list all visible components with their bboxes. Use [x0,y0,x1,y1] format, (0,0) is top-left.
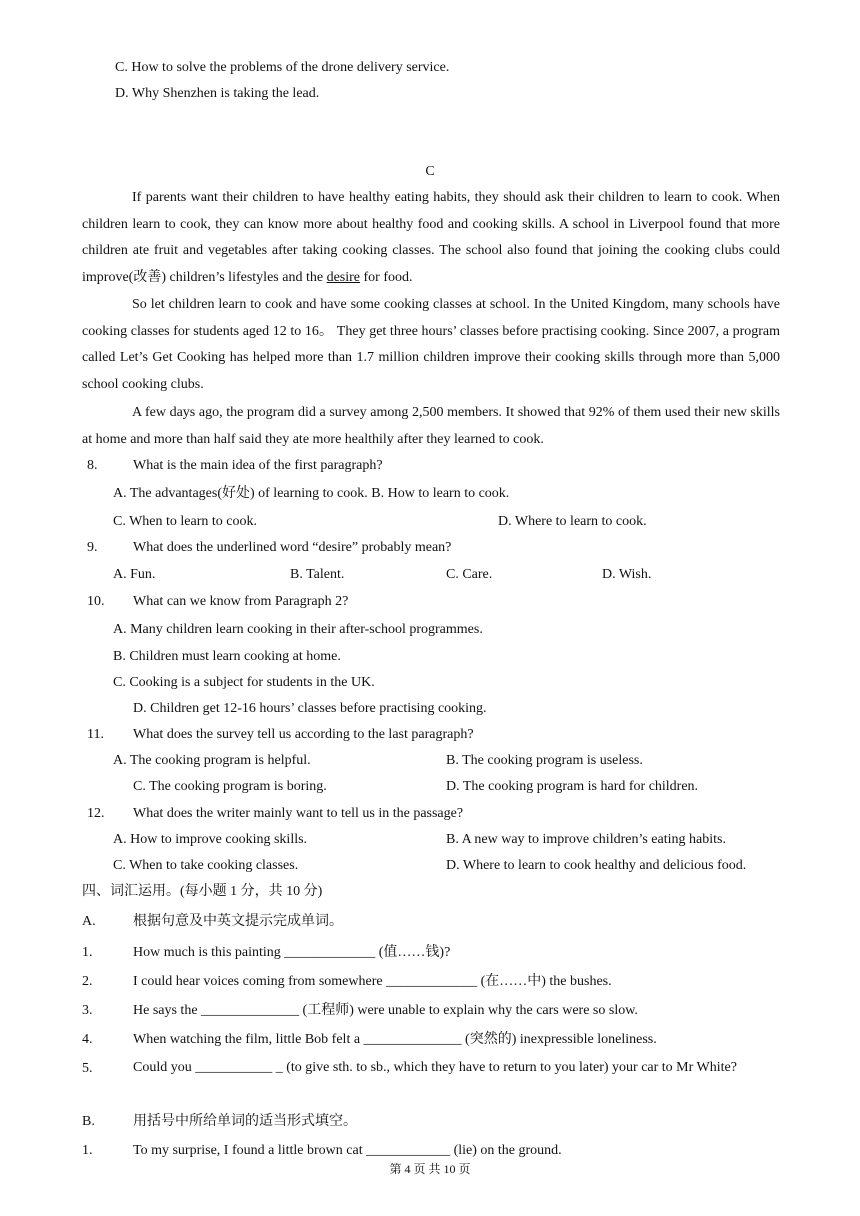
option: B. Children must learn cooking at home. [113,649,341,664]
option-c-prev: C. How to solve the problems of the drone delivery service. [115,60,450,75]
option: B. A new way to improve children’s eating habits. [446,832,726,847]
underlined-word: desire [326,269,360,285]
item-number: 1. [82,1143,93,1158]
option: A. The cooking program is helpful. [113,753,311,768]
item-number: 4. [82,1032,93,1047]
part-b-instruction: 用括号中所给单词的适当形式填空。 [133,1114,357,1129]
option: C. Care. [446,567,493,582]
fill-in-item: To my surprise, I found a little brown cat ____________ (lie) on the ground. [133,1143,562,1158]
question-text: What does the underlined word “desire” probably mean? [133,540,452,555]
part-b-label: B. [82,1114,95,1129]
option: D. Wish. [602,567,652,582]
question-number: 11. [87,727,104,742]
passage-letter: C [425,164,435,179]
option: C. When to learn to cook. [113,514,257,529]
option: C. Cooking is a subject for students in the UK. [113,675,375,690]
page-footer: 第 4 页 共 10 页 [389,1162,471,1176]
option: D. Where to learn to cook. [498,514,647,529]
part-a-instruction: 根据句意及中英文提示完成单词。 [133,914,343,929]
fill-in-item: When watching the film, little Bob felt a ______________ (突然的) inexpressible loneliness. [133,1032,657,1047]
passage-paragraph-2: So let children learn to cook and have some cooking classes at school. In the United Kingdom, many schools have cooking classes for students aged 12 to 16。 They get three hours’ classes before practising cooking. Since 2007, a program called Let’s Get Cooking has helped more than 1.7 million children improve their cooking skills through more than 5,000 school cooking clubs. [82,297,780,392]
question-text: What is the main idea of the first paragraph? [133,458,383,473]
option: C. The cooking program is boring. [133,779,327,794]
fill-in-item: How much is this painting _____________ (值……钱)? [133,945,451,960]
item-number: 5. [82,1061,93,1076]
option: C. When to take cooking classes. [113,858,299,873]
question-text: What can we know from Paragraph 2? [133,594,349,609]
question-number: 8. [87,458,98,473]
question-number: 9. [87,540,98,555]
question-text: What does the writer mainly want to tell us in the passage? [133,806,464,821]
option: A. Fun. [113,567,156,582]
option: A. The advantages(好处) of learning to cook. B. How to learn to cook. [113,486,510,501]
passage-paragraph-3: A few days ago, the program did a survey among 2,500 members. It showed that 92% of them used their new skills at home and more than half said they ate more healthily after they learned to cook. [82,405,780,447]
fill-in-item: I could hear voices coming from somewhere _____________ (在……中) the bushes. [133,974,612,989]
item-number: 3. [82,1003,93,1018]
option: D. Where to learn to cook healthy and delicious food. [446,858,747,873]
question-text: What does the survey tell us according to the last paragraph? [133,727,474,742]
option: A. Many children learn cooking in their after-school programmes. [113,622,483,637]
part-a-label: A. [82,914,96,929]
fill-in-item: He says the ______________ (工程师) were unable to explain why the cars were so slow. [133,1003,638,1018]
fill-in-item: Could you ___________ _ (to give sth. to sb., which they have to return to you later) your car to Mr White? [133,1060,737,1075]
question-number: 12. [87,806,105,821]
passage-paragraph-1: If parents want their children to have healthy eating habits, they should ask their children to learn to cook. When children learn to cook, they can know more about healthy food and cooking skills. A school in Liverpool found that more children ate fruit and vegetables after taking cooking classes. The school also found that joining the cooking clubs could improve(改善) children’s lifestyles and the desire for food. [82,190,780,285]
option: A. How to improve cooking skills. [113,832,308,847]
section-title: 四、词汇运用。(每小题 1 分，共 10 分) [82,884,323,899]
option: B. Talent. [290,567,345,582]
option-d-prev: D. Why Shenzhen is taking the lead. [115,86,320,101]
item-number: 1. [82,945,93,960]
option: B. The cooking program is useless. [446,753,643,768]
item-number: 2. [82,974,93,989]
option: D. The cooking program is hard for children. [446,779,699,794]
question-number: 10. [87,594,105,609]
option: D. Children get 12-16 hours’ classes before practising cooking. [133,701,487,716]
